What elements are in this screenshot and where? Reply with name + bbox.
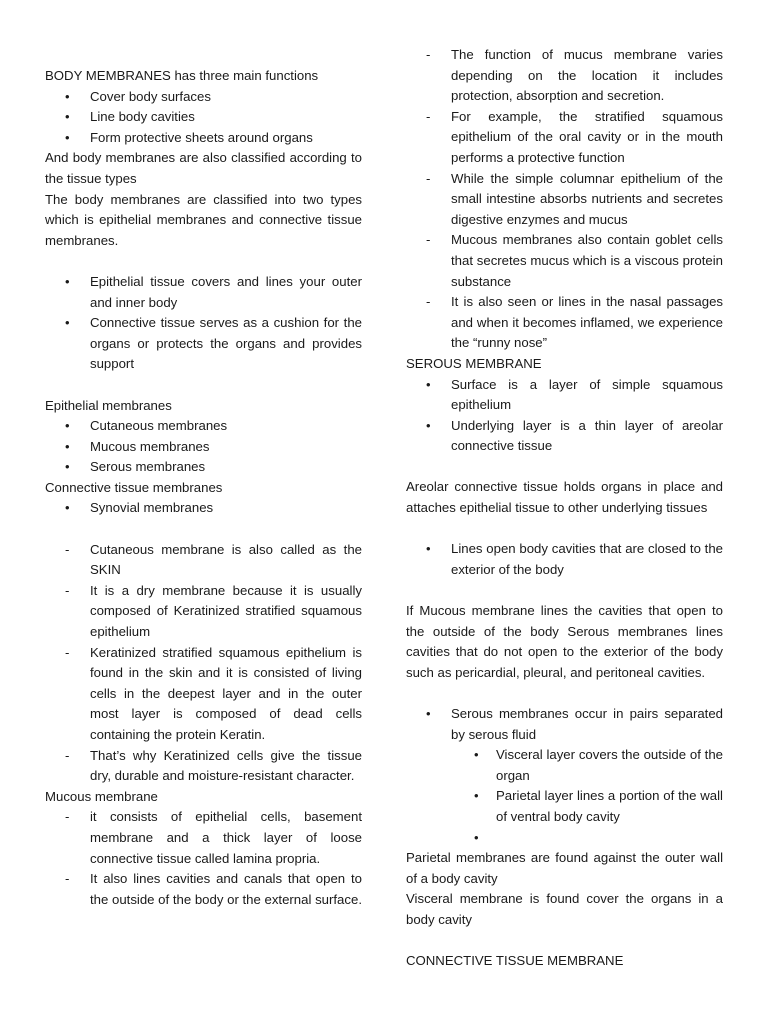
list-item: • Synovial membranes xyxy=(45,498,362,519)
section-heading: CONNECTIVE TISSUE MEMBRANE xyxy=(406,953,624,969)
list-item: - For example, the stratified squamous epithelium of the oral cavity or in the mouth performs a protective function xyxy=(426,108,723,165)
dash-marker: - xyxy=(65,871,70,887)
paragraph: Parietal membranes are found against the outer wall of a body cavity xyxy=(406,850,723,886)
serous-list xyxy=(406,375,723,457)
dash-marker: - xyxy=(426,294,431,310)
functions-list xyxy=(45,87,362,149)
list-item: • Serous membranes xyxy=(45,457,362,478)
spacer xyxy=(45,519,362,540)
bullet-marker: • xyxy=(65,500,70,516)
section-heading: Mucous membrane xyxy=(45,788,158,804)
list-item: - Keratinized stratified squamous epithelium is found in the skin and it is consisted of living cells in the deepest layer and in the outer most layer is composed of dead cells containing the protein Keratin. xyxy=(65,644,362,742)
bullet-marker: • xyxy=(426,706,431,721)
list-item: - it consists of epithelial cells, basement membrane and a thick layer of loose connective tissue called lamina propria. xyxy=(65,809,362,866)
mucous-list xyxy=(45,807,362,910)
bullet-marker: • xyxy=(474,788,479,804)
list-item: • Mucous membranes xyxy=(45,437,362,458)
dash-marker: - xyxy=(65,747,70,763)
paragraph: Areolar connective tissue holds organs in place and attaches epithelial tissue to other underlying tissues xyxy=(406,479,723,516)
mucous-more-list xyxy=(406,45,723,354)
list-item: • Line body cavities xyxy=(45,107,362,128)
list-item: - Cutaneous membrane is also called as the SKIN xyxy=(65,541,362,578)
bullet-marker: • xyxy=(65,88,70,104)
bullet-marker: • xyxy=(65,438,70,454)
spacer xyxy=(406,683,723,704)
list-item: - It is also seen or lines in the nasal passages and when it becomes inflamed, we experience the “runny nose” xyxy=(426,294,723,351)
dash-marker: - xyxy=(65,582,70,598)
bullet-marker: • xyxy=(426,417,431,433)
list-item: • Underlying layer is a thin layer of areolar connective tissue xyxy=(426,417,723,454)
list-item: - That’s why Keratinized cells give the tissue dry, durable and moisture-resistant character. xyxy=(65,747,362,784)
spacer xyxy=(406,931,723,952)
layers-list xyxy=(406,745,723,848)
intro-title: BODY MEMBRANES has three main functions xyxy=(45,68,319,83)
list-item: - It is a dry membrane because it is usually composed of Keratinized stratified squamous epithelium xyxy=(65,582,362,640)
bullet-marker: • xyxy=(65,315,70,331)
list-item: • Parietal layer lines a portion of the wall of ventral body cavity xyxy=(474,788,723,824)
paragraph: The body membranes are classified into two types which is epithelial membranes and connective tissue membranes. xyxy=(45,191,362,248)
tissue-list xyxy=(45,272,362,375)
section-heading: Epithelial membranes xyxy=(45,397,172,413)
list-item: • Lines open body cavities that are closed to the exterior of the body xyxy=(426,541,723,577)
list-item: • Cutaneous membranes xyxy=(45,416,362,437)
dash-marker: - xyxy=(65,809,70,825)
list-item: • Epithelial tissue covers and lines your outer and inner body xyxy=(65,273,362,310)
list-item: - Mucous membranes also contain goblet cells that secretes mucus which is a viscous protein substance xyxy=(426,232,723,289)
bullet-marker: • xyxy=(65,459,70,475)
bullet-marker: • xyxy=(474,829,479,845)
list-item: • Surface is a layer of simple squamous epithelium xyxy=(426,376,723,413)
list-item: - The function of mucus membrane varies depending on the location it includes protection, absorption and secretion. xyxy=(426,47,723,104)
epithelial-list xyxy=(45,416,362,478)
paragraph: If Mucous membrane lines the cavities that open to the outside of the body Serous membranes lines cavities that do not open to the exterior of the body such as pericardial, pleural, and peritoneal cavities. xyxy=(406,603,723,680)
bullet-marker: • xyxy=(426,541,431,557)
dash-marker: - xyxy=(65,644,70,660)
spacer xyxy=(45,251,362,272)
right-column xyxy=(406,45,723,972)
section-heading: Connective tissue membranes xyxy=(45,479,223,495)
cutaneous-list xyxy=(45,540,362,787)
list-item: - It also lines cavities and canals that open to the outside of the body or the external surface. xyxy=(65,871,362,907)
dash-marker: - xyxy=(65,541,70,557)
spacer xyxy=(406,580,723,601)
spacer xyxy=(45,375,362,396)
bullet-marker: • xyxy=(65,418,70,434)
list-item: • Connective tissue serves as a cushion for the organs or protects the organs and provides support xyxy=(65,315,362,372)
list-item: • Serous membranes occur in pairs separated by serous fluid xyxy=(426,706,723,742)
list-item xyxy=(406,828,723,849)
bullet-marker: • xyxy=(65,109,70,125)
bullet-marker: • xyxy=(474,747,479,763)
dash-marker: - xyxy=(426,170,431,186)
paragraph: And body membranes are also classified according to the tissue types xyxy=(45,150,362,186)
list-item: • Form protective sheets around organs xyxy=(45,128,362,149)
list-item: • Visceral layer covers the outside of the organ xyxy=(474,747,723,783)
dash-marker: - xyxy=(426,108,431,124)
section-heading: SEROUS MEMBRANE xyxy=(406,355,542,371)
dash-marker: - xyxy=(426,232,431,248)
list-item: • Cover body surfaces xyxy=(45,87,362,108)
spacer xyxy=(406,519,723,540)
bullet-marker: • xyxy=(65,273,70,289)
bullet-marker: • xyxy=(65,129,70,145)
left-column xyxy=(45,66,362,910)
bullet-marker: • xyxy=(426,376,431,392)
list-item: - While the simple columnar epithelium of the small intestine absorbs nutrients and secretes digestive enzymes and mucus xyxy=(426,170,723,227)
dash-marker: - xyxy=(426,47,431,62)
connective-list xyxy=(45,498,362,519)
spacer xyxy=(406,457,723,478)
paragraph: Visceral membrane is found cover the organs in a body cavity xyxy=(406,891,723,927)
